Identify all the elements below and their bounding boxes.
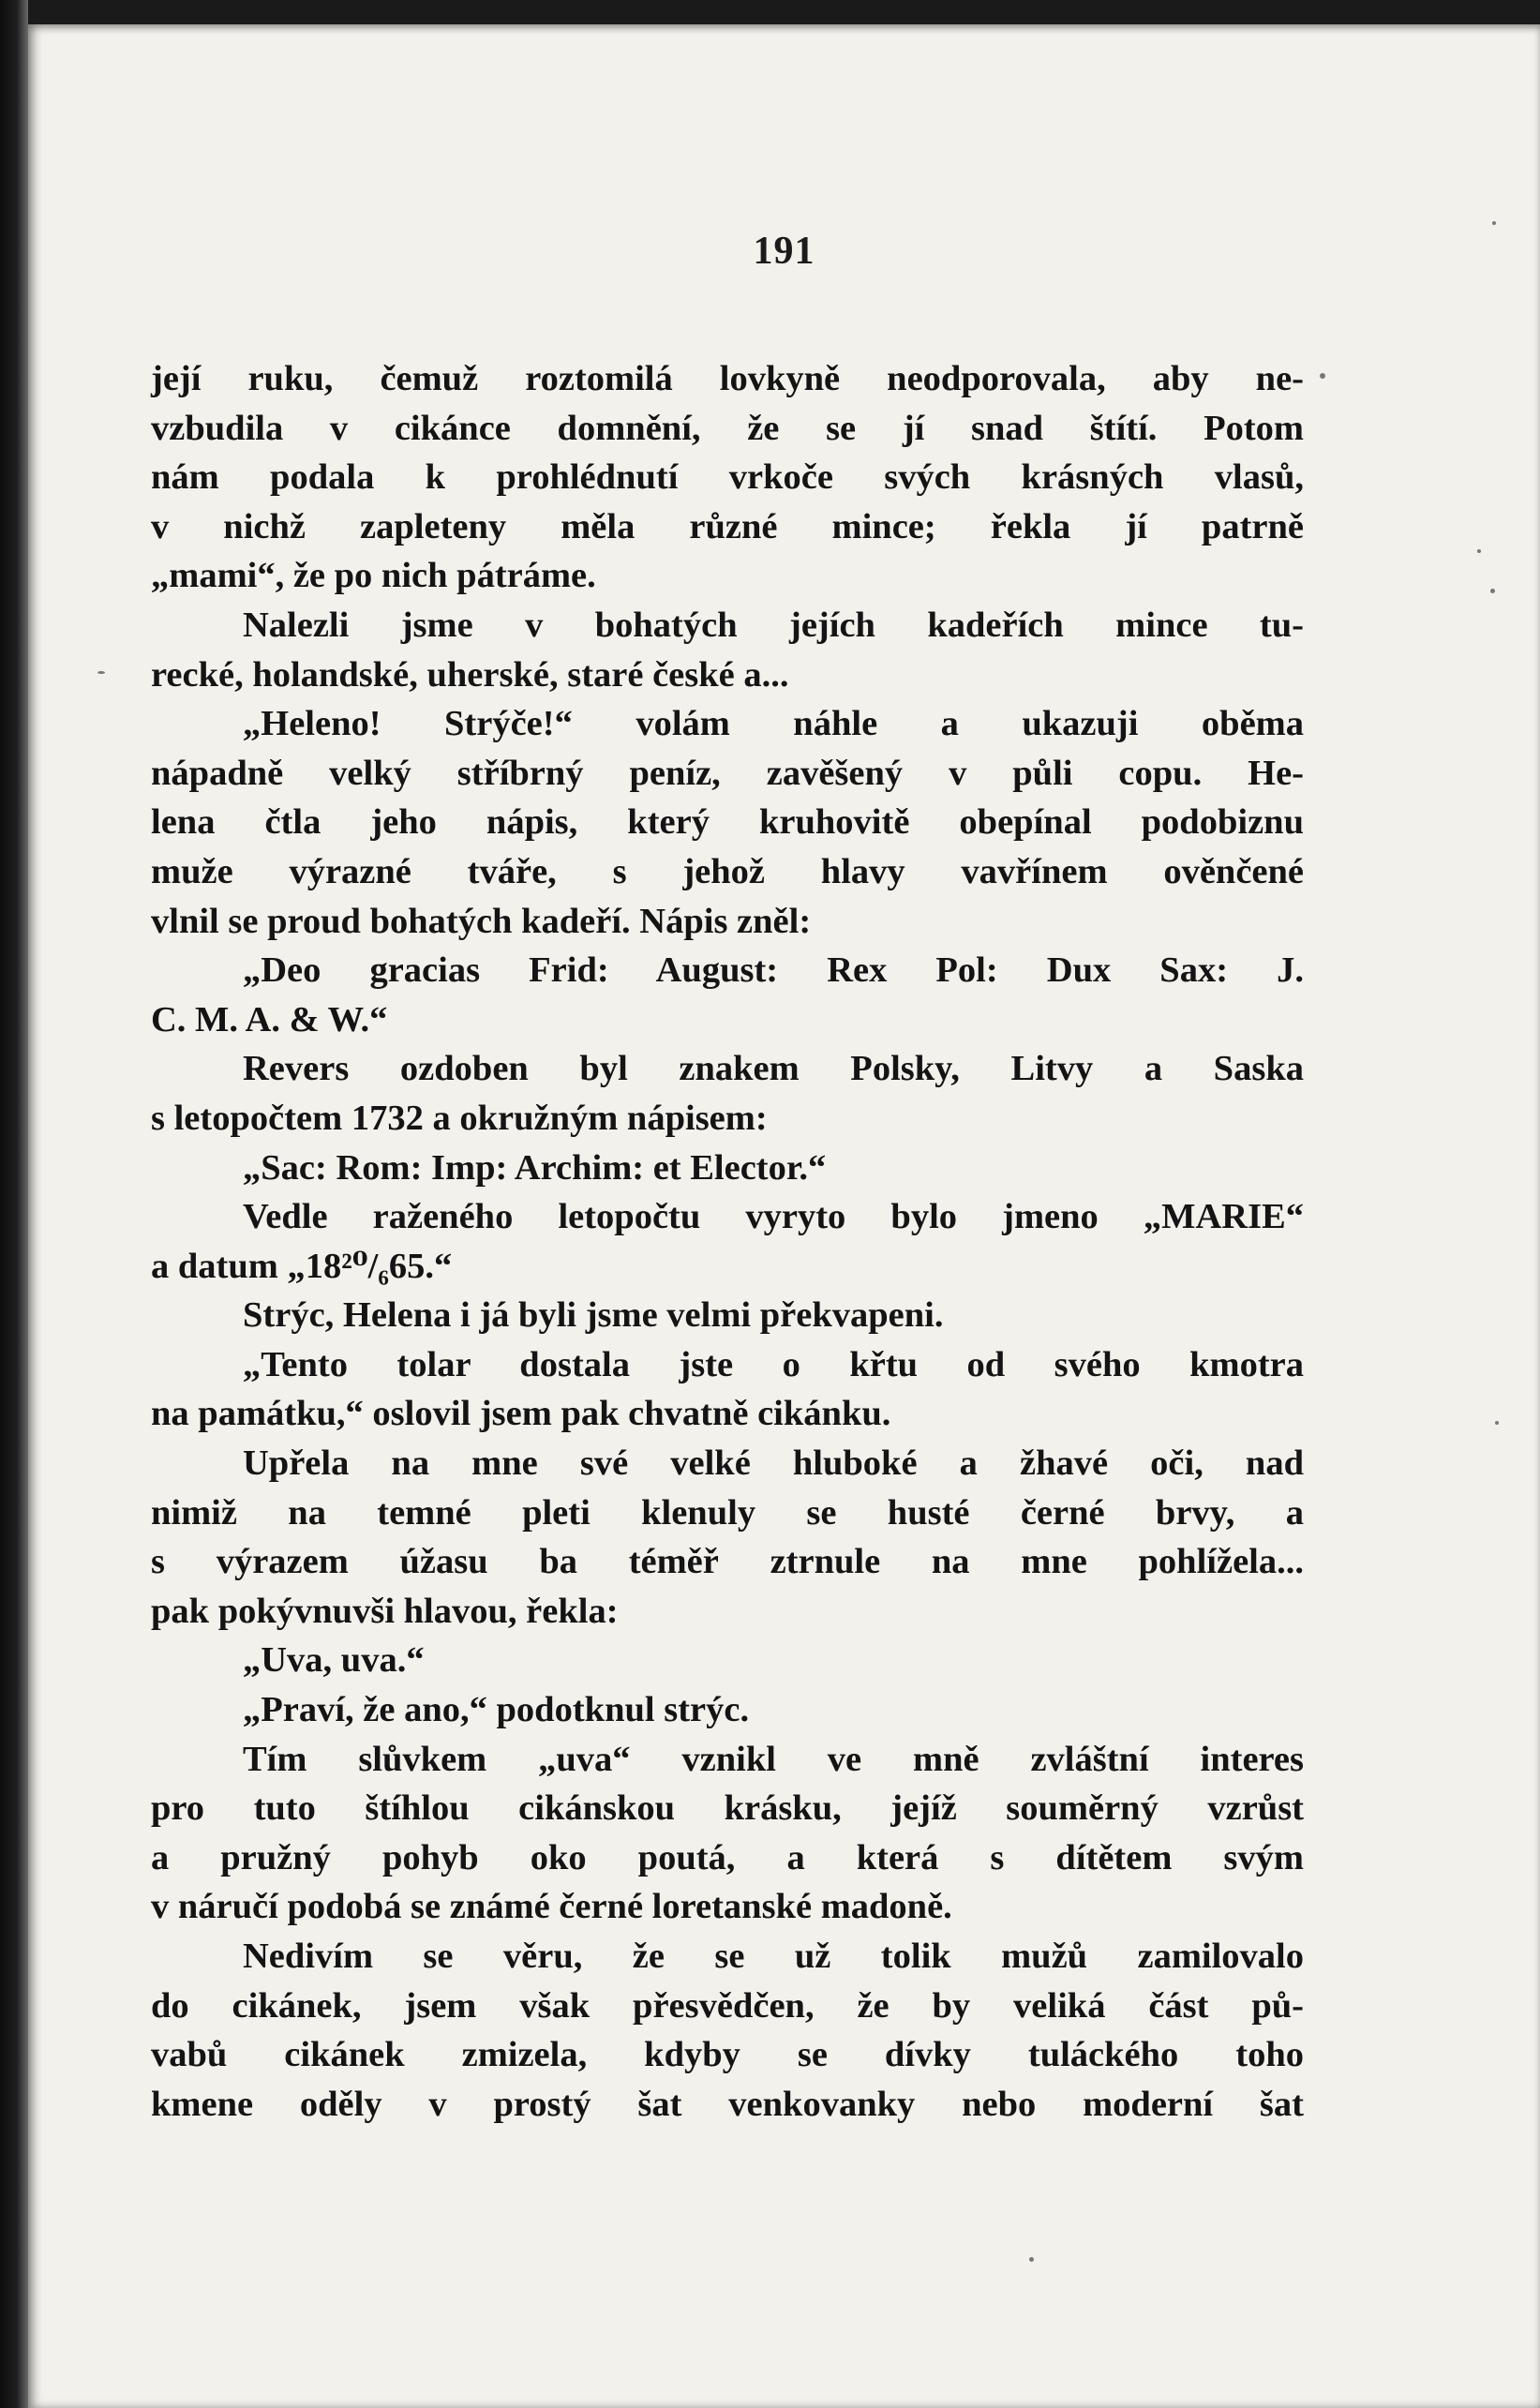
text-line: její ruku, čemuž roztomilá lovkyně neodporovala, aby ne-: [151, 359, 1304, 398]
text-line: pak pokývnuvši hlavou, řekla:: [151, 1591, 619, 1631]
text-line: Vedle raženého letopočtu vyryto bylo jmeno „MARIE“: [243, 1197, 1304, 1237]
text-line: Nedivím se věru, že se už tolik mužů zamilovalo: [243, 1937, 1304, 1976]
scan-border-left: [0, 0, 28, 2408]
text-line: muže výrazné tváře, s jehož hlavy vavřínem ověnčené: [151, 851, 1304, 891]
text-line: s letopočtem 1732 a okružným nápisem:: [151, 1098, 768, 1138]
text-line: Revers ozdoben byl znakem Polsky, Litvy a Saska: [243, 1049, 1304, 1089]
text-line: Nalezli jsme v bohatých jejích kadeřích mince tu-: [243, 605, 1304, 645]
text-line: do cikánek, jsem však přesvědčen, že by veliká část pů-: [151, 1985, 1304, 2026]
text-line: „Uva, uva.“: [243, 1640, 425, 1681]
text-line: kmene oděly v prostý šat venkovanky nebo moderní šat: [151, 2084, 1304, 2124]
scan-border-top: [0, 0, 1540, 24]
body-text: [151, 354, 1304, 2129]
text-line: vzbudila v cikánce domnění, že se jí snad štítí. Potom: [151, 408, 1304, 448]
text-line: s výrazem úžasu ba téměř ztrnule na mne pohlížela...: [151, 1542, 1304, 1582]
speck: [1492, 221, 1496, 225]
text-line: „Deo gracias Frid: August: Rex Pol: Dux Sax: J.: [243, 950, 1304, 991]
text-line: v náručí podobá se známé černé loretanské madoně.: [151, 1887, 952, 1927]
text-line: Strýc, Helena i já byli jsme velmi překvapeni.: [243, 1295, 944, 1336]
speck: [97, 671, 105, 674]
page-number: 191: [753, 230, 815, 273]
text-line: vlnil se proud bohatých kadeří. Nápis zněl:: [151, 901, 812, 941]
speck: [1320, 373, 1325, 379]
text-line: „Praví, že ano,“ podotknul strýc.: [243, 1690, 750, 1730]
speck: [1477, 549, 1481, 553]
text-line: a pružný pohyb oko poutá, a která s dítětem svým: [151, 1837, 1304, 1877]
text-line: pro tuto štíhlou cikánskou krásku, jejíž souměrný vzrůst: [151, 1788, 1304, 1829]
text-line: „Sac: Rom: Imp: Archim: et Elector.“: [243, 1147, 827, 1188]
text-line: „Heleno! Strýče!“ volám náhle a ukazuji oběma: [243, 704, 1304, 744]
text-line: v nichž zapleteny měla různé mince; řekla jí patrně: [151, 506, 1304, 546]
text-line: C. M. A. & W.“: [151, 999, 388, 1039]
text-line: „Tento tolar dostala jste o křtu od svého kmotra: [243, 1344, 1304, 1384]
text-line: lena čtla jeho nápis, který kruhovitě obepínal podobiznu: [151, 802, 1304, 843]
text-line: recké, holandské, uherské, staré české a...: [151, 654, 789, 695]
text-line: nápadně velký stříbrný peníz, zavěšený v půli copu. He-: [151, 753, 1304, 793]
speck: [1490, 589, 1495, 593]
text-line: Tím slůvkem „uva“ vznikl ve mně zvláštní interes: [243, 1739, 1304, 1779]
speck: [1029, 2257, 1034, 2262]
speck: [1495, 1421, 1499, 1425]
text-line: na památku,“ oslovil jsem pak chvatně cikánku.: [151, 1394, 891, 1434]
text-line: Upřela na mne své velké hluboké a žhavé oči, nad: [243, 1443, 1304, 1484]
text-line: nimiž na temné pleti klenuly se husté černé brvy, a: [151, 1492, 1304, 1533]
text-line: a datum „18²⁰/₆65.“: [151, 1246, 453, 1286]
text-line: nám podala k prohlédnutí vrkoče svých krásných vlasů,: [151, 457, 1304, 498]
book-page: [28, 24, 1540, 2408]
text-line: vabů cikánek zmizela, kdyby se dívky tuláckého toho: [151, 2035, 1304, 2075]
text-line: „mami“, že po nich pátráme.: [151, 556, 596, 596]
